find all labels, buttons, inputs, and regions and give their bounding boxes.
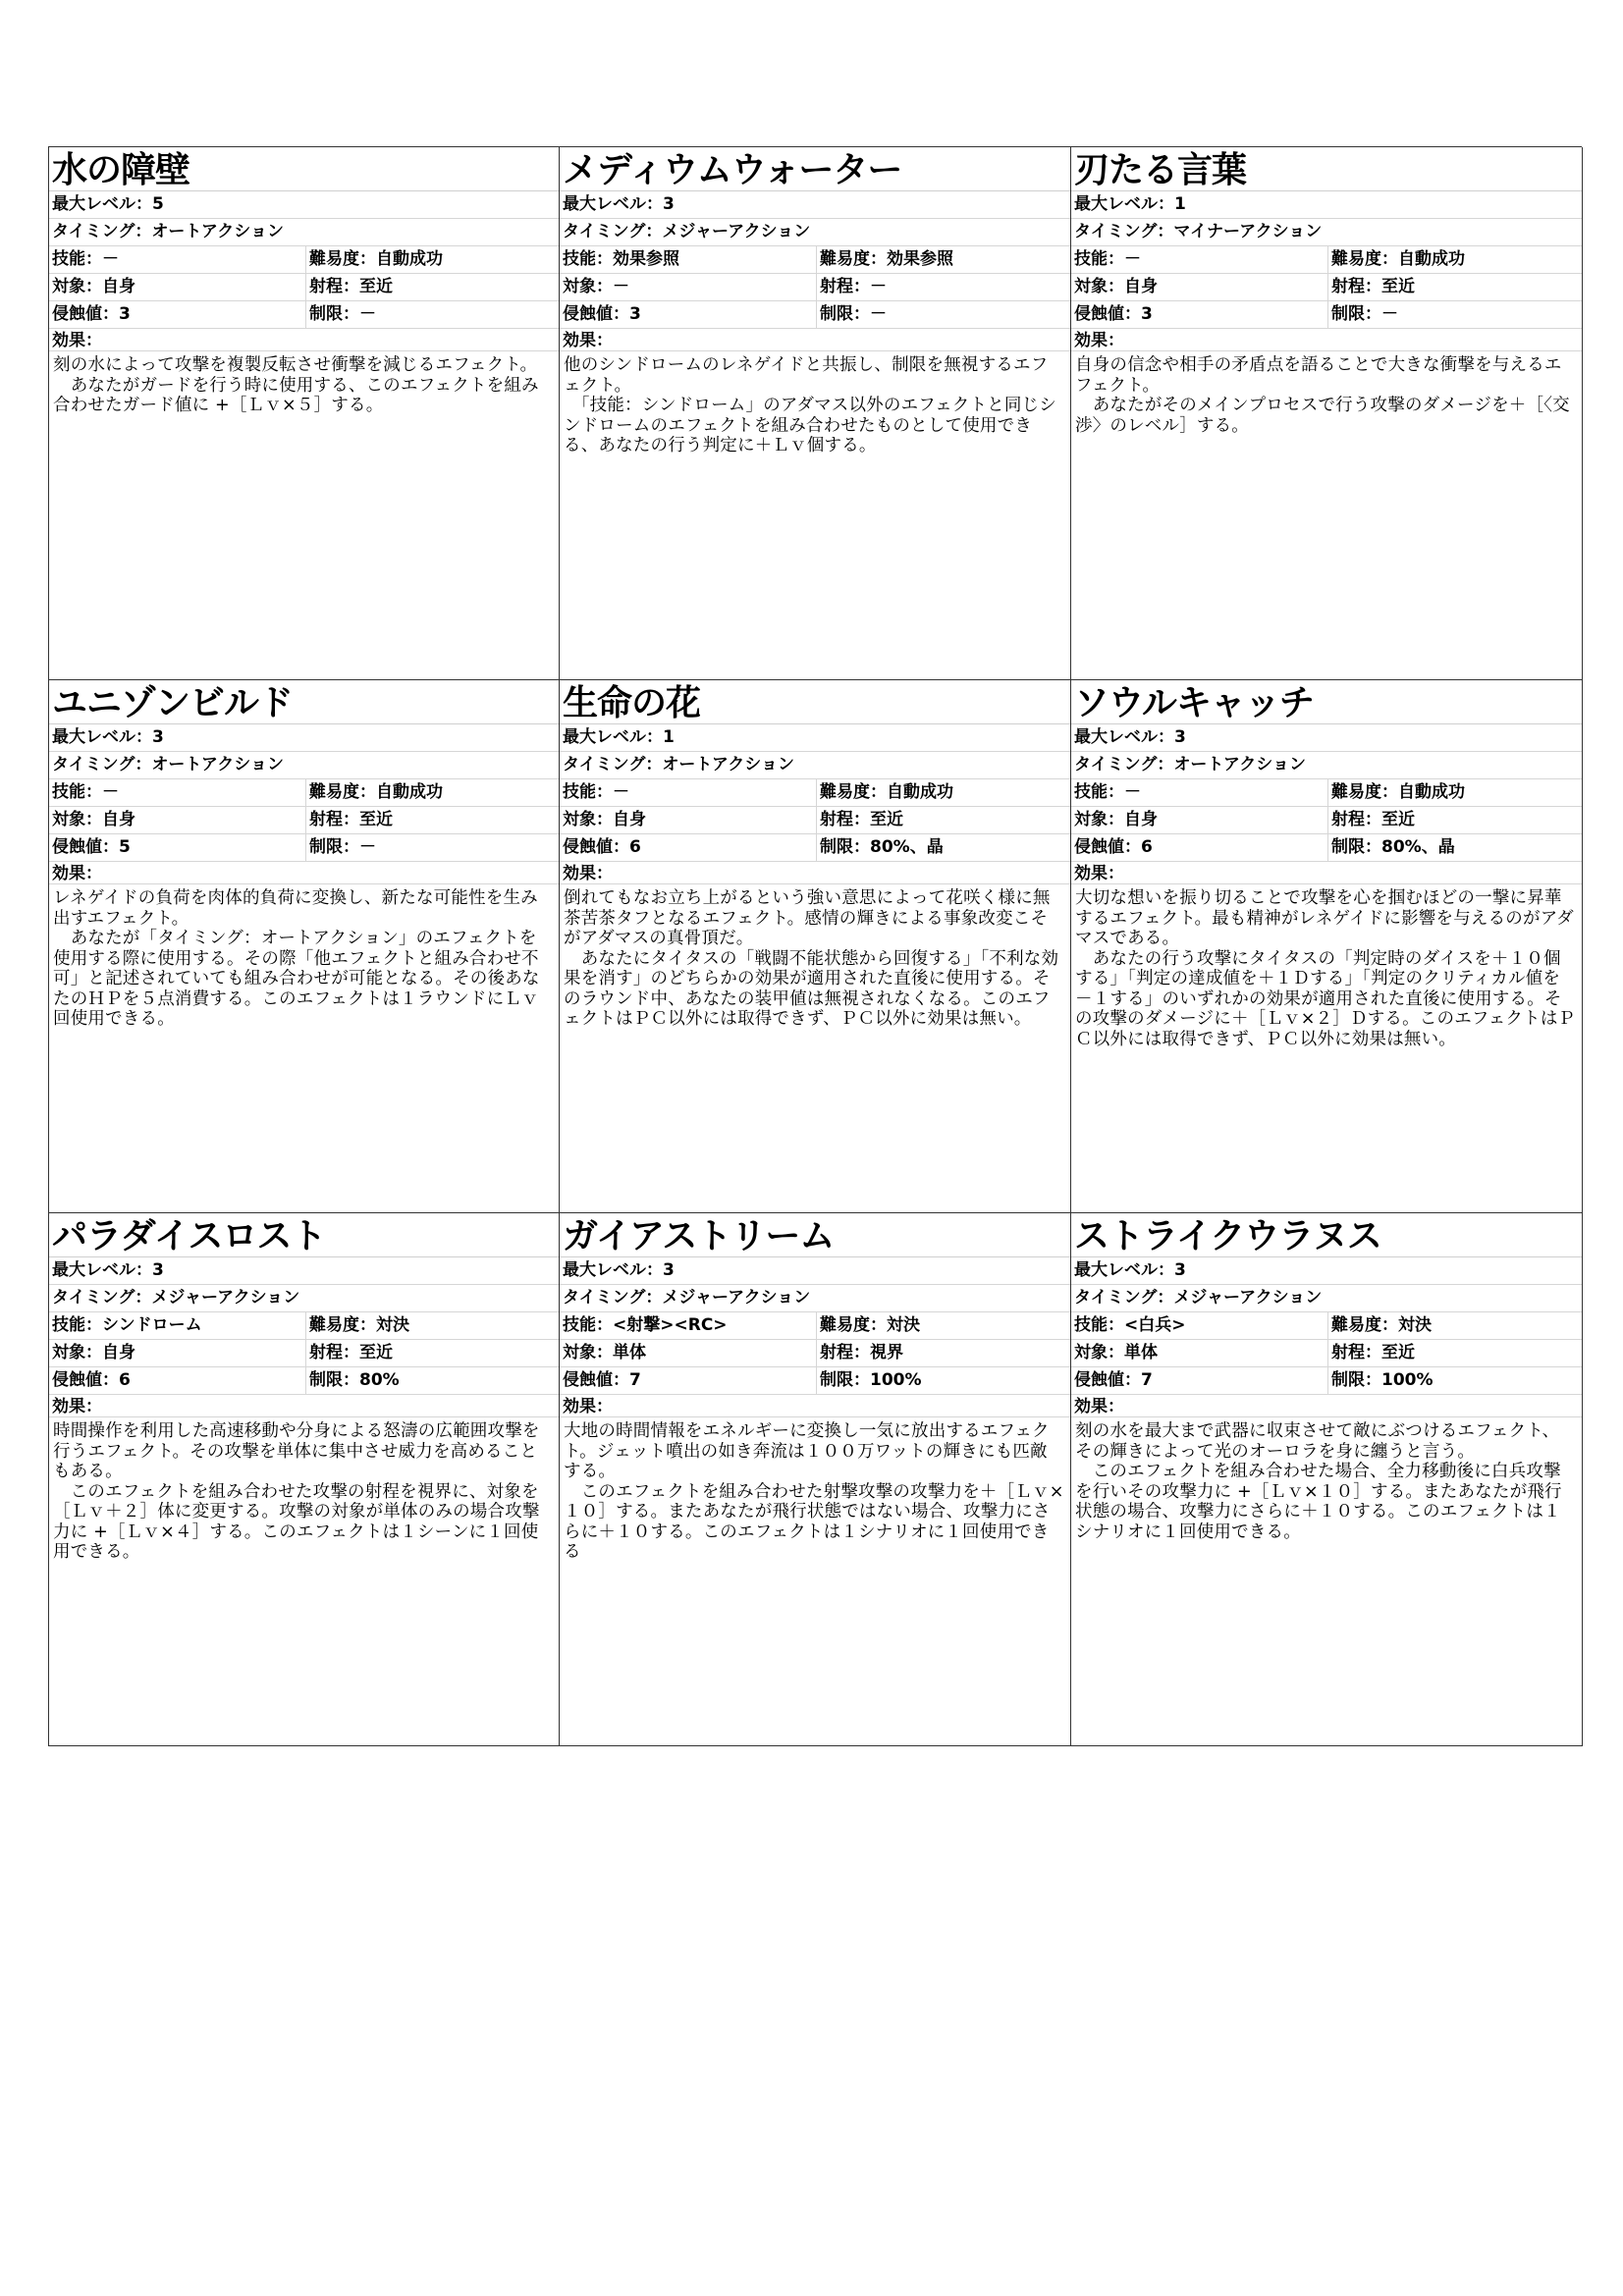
- max-level-value: 3: [663, 194, 675, 214]
- skill-label: 技能：: [52, 782, 102, 802]
- timing-row: [560, 219, 1070, 246]
- target-value: 自身: [102, 1343, 135, 1362]
- max-level-label: 最大レベル：: [1074, 1260, 1174, 1280]
- difficulty-value: 自動成功: [1398, 249, 1465, 269]
- target-label: 対象：: [1074, 810, 1124, 829]
- encroach-row: [1071, 1367, 1582, 1395]
- skill-value: －: [613, 782, 629, 802]
- skill-value: －: [1124, 782, 1141, 802]
- skill-row: [560, 779, 1070, 807]
- skill-value: <白兵>: [1124, 1315, 1186, 1335]
- range-value: 至近: [1381, 1343, 1415, 1362]
- difficulty-value: 対決: [376, 1315, 409, 1335]
- encroach-value: 7: [1141, 1370, 1153, 1390]
- difficulty-label: 難易度：: [1331, 782, 1398, 802]
- limit-label: 制限：: [309, 1370, 359, 1390]
- difficulty-label: 難易度：: [820, 1315, 887, 1335]
- effect-label: 効果：: [49, 329, 559, 351]
- card-title: ソウルキャッチ: [1071, 680, 1582, 724]
- target-label: 対象：: [52, 810, 102, 829]
- encroach-row: [49, 1367, 559, 1395]
- range-label: 射程：: [1331, 810, 1381, 829]
- skill-label: 技能：: [1074, 1315, 1124, 1335]
- effect-card: [1071, 1213, 1583, 1746]
- effect-text: 刻の水を最大まで武器に収束させて敵にぶつけるエフェクト、その輝きによって光のオーロラを身に纏うと言う。 このエフェクトを組み合わせた場合、全力移動後に白兵攻撃を行いその攻撃力に +［Ｌｖ×１０］する。またあなたが飛行状態の場合、攻撃力にさらに＋１０する。このエフェクトは１シナリオに１回使用できる。: [1075, 1421, 1562, 1542]
- timing-label: タイミング：: [52, 1288, 152, 1308]
- skill-row: [560, 1312, 1070, 1340]
- encroach-value: 7: [629, 1370, 641, 1390]
- target-value: 自身: [1124, 277, 1158, 296]
- timing-label: タイミング：: [1074, 1288, 1174, 1308]
- limit-label: 制限：: [1331, 304, 1381, 324]
- encroach-row: [560, 301, 1070, 329]
- range-value: 至近: [1381, 810, 1415, 829]
- difficulty-value: 自動成功: [887, 782, 953, 802]
- skill-value: －: [1124, 249, 1141, 269]
- target-label: 対象：: [52, 1343, 102, 1362]
- difficulty-label: 難易度：: [309, 249, 376, 269]
- difficulty-value: 自動成功: [1398, 782, 1465, 802]
- range-label: 射程：: [820, 277, 870, 296]
- target-label: 対象：: [563, 277, 613, 296]
- limit-label: 制限：: [820, 1370, 870, 1390]
- max-level-value: 3: [1174, 727, 1186, 747]
- timing-value: オートアクション: [1173, 755, 1306, 774]
- max-level-value: 3: [152, 1260, 164, 1280]
- encroach-value: 6: [629, 837, 641, 857]
- max-level-row: [49, 1257, 559, 1285]
- limit-value: －: [1381, 304, 1398, 324]
- range-value: 至近: [1381, 277, 1415, 296]
- timing-value: メジャーアクション: [662, 222, 811, 241]
- limit-label: 制限：: [820, 304, 870, 324]
- encroach-row: [49, 301, 559, 329]
- skill-row: [1071, 1312, 1582, 1340]
- target-row: [49, 1340, 559, 1367]
- limit-label: 制限：: [820, 837, 870, 857]
- encroach-label: 侵蝕値：: [1074, 837, 1141, 857]
- target-value: 自身: [613, 810, 646, 829]
- max-level-row: [49, 724, 559, 752]
- timing-label: タイミング：: [52, 755, 152, 774]
- max-level-label: 最大レベル：: [1074, 727, 1174, 747]
- limit-value: －: [359, 837, 376, 857]
- effect-label: 効果：: [560, 1395, 1070, 1417]
- timing-row: [560, 1285, 1070, 1312]
- max-level-label: 最大レベル：: [563, 194, 663, 214]
- timing-value: オートアクション: [662, 755, 794, 774]
- card-title: 生命の花: [560, 680, 1070, 724]
- range-label: 射程：: [820, 810, 870, 829]
- encroach-row: [1071, 301, 1582, 329]
- encroach-row: [560, 1367, 1070, 1395]
- max-level-value: 3: [663, 1260, 675, 1280]
- card-title: ストライクウラヌス: [1071, 1213, 1582, 1257]
- timing-row: [49, 752, 559, 779]
- limit-value: 100%: [1381, 1370, 1434, 1390]
- effect-card: [560, 680, 1071, 1213]
- target-row: [1071, 1340, 1582, 1367]
- skill-label: 技能：: [563, 249, 613, 269]
- card-title: ガイアストリーム: [560, 1213, 1070, 1257]
- encroach-label: 侵蝕値：: [563, 837, 629, 857]
- target-row: [49, 807, 559, 834]
- difficulty-label: 難易度：: [309, 782, 376, 802]
- timing-label: タイミング：: [563, 222, 663, 241]
- encroach-row: [560, 834, 1070, 862]
- card-title: ユニゾンビルド: [49, 680, 559, 724]
- timing-row: [1071, 219, 1582, 246]
- skill-label: 技能：: [52, 249, 102, 269]
- limit-value: －: [359, 304, 376, 324]
- difficulty-label: 難易度：: [820, 249, 887, 269]
- encroach-label: 侵蝕値：: [1074, 1370, 1141, 1390]
- encroach-row: [49, 834, 559, 862]
- encroach-value: 5: [119, 837, 131, 857]
- timing-value: メジャーアクション: [151, 1288, 300, 1308]
- encroach-value: 3: [1141, 304, 1153, 324]
- effect-text: 時間操作を利用した高速移動や分身による怒濤の広範囲攻撃を行うエフェクト。その攻撃を単体に集中させ威力を高めることもある。 このエフェクトを組み合わせた攻撃の射程を視界に、対象を［Ｌｖ＋２］体に変更する。攻撃の対象が単体のみの場合攻撃力に +［Ｌｖ×４］する。このエフェクトは１シーンに１回使用できる。: [53, 1421, 540, 1562]
- effect-card: [1071, 680, 1583, 1213]
- effect-text: 大地の時間情報をエネルギーに変換し一気に放出するエフェクト。ジェット噴出の如き奔流は１００万ワットの輝きにも匹敵する。 このエフェクトを組み合わせた射撃攻撃の攻撃力を＋［Ｌｖ×１０］する。またあなたが飛行状態ではない場合、攻撃力にさらに＋１０する。このエフェクトは１シナリオに１回使用できる: [564, 1421, 1064, 1562]
- max-level-value: 1: [663, 727, 675, 747]
- skill-label: 技能：: [563, 782, 613, 802]
- difficulty-value: 自動成功: [376, 249, 443, 269]
- effect-card: [560, 1213, 1071, 1746]
- range-value: 至近: [359, 1343, 393, 1362]
- skill-value: シンドローム: [102, 1315, 202, 1335]
- timing-value: マイナーアクション: [1173, 222, 1323, 241]
- max-level-value: 1: [1174, 194, 1186, 214]
- encroach-value: 6: [1141, 837, 1153, 857]
- max-level-row: [49, 191, 559, 219]
- effect-text: 倒れてもなお立ち上がるという強い意思によって花咲く様に無茶苦茶タフとなるエフェクト。感情の輝きによる事象改変こそがアダマスの真骨頂だ。 あなたにタイタスの「戦闘不能状態から回復する」「不利な効果を消す」のどちらかの効果が適用された直後に使用する。そのラウンド中、あなたの装甲値は無視されなくなる。このエフェクトはＰＣ以外には取得できず、ＰＣ以外に効果は無い。: [564, 888, 1059, 1029]
- effect-label: 効果：: [49, 862, 559, 884]
- target-value: 自身: [1124, 810, 1158, 829]
- range-value: －: [870, 277, 887, 296]
- effect-text: 刻の水によって攻撃を複製反転させ衝撃を減じるエフェクト。 あなたがガードを行う時に使用する、このエフェクトを組み合わせたガード値に +［Ｌｖ×５］する。: [53, 355, 539, 415]
- skill-row: [49, 1312, 559, 1340]
- limit-label: 制限：: [1331, 837, 1381, 857]
- max-level-value: 3: [1174, 1260, 1186, 1280]
- limit-label: 制限：: [309, 837, 359, 857]
- timing-label: タイミング：: [563, 755, 663, 774]
- effect-label: 効果：: [560, 862, 1070, 884]
- skill-row: [49, 779, 559, 807]
- limit-value: 80%: [359, 1370, 400, 1390]
- target-label: 対象：: [52, 277, 102, 296]
- max-level-row: [560, 724, 1070, 752]
- timing-label: タイミング：: [563, 1288, 663, 1308]
- target-row: [1071, 274, 1582, 301]
- skill-value: －: [102, 782, 119, 802]
- timing-row: [49, 219, 559, 246]
- difficulty-label: 難易度：: [1331, 1315, 1398, 1335]
- skill-label: 技能：: [1074, 782, 1124, 802]
- target-row: [1071, 807, 1582, 834]
- effect-label: 効果：: [1071, 862, 1582, 884]
- timing-label: タイミング：: [52, 222, 152, 241]
- range-label: 射程：: [1331, 1343, 1381, 1362]
- difficulty-label: 難易度：: [1331, 249, 1398, 269]
- encroach-value: 3: [119, 304, 131, 324]
- target-value: 自身: [102, 277, 135, 296]
- effect-label: 効果：: [49, 1395, 559, 1417]
- max-level-label: 最大レベル：: [563, 727, 663, 747]
- effect-text: 他のシンドロームのレネゲイドと共振し、制限を無視するエフェクト。 「技能：シンドローム」のアダマス以外のエフェクトと同じシンドロームのエフェクトを組み合わせたものとして使用できる、あなたの行う判定に＋Ｌｖ個する。: [564, 355, 1057, 455]
- difficulty-value: 自動成功: [376, 782, 443, 802]
- target-value: －: [613, 277, 629, 296]
- target-row: [49, 274, 559, 301]
- card-title: 水の障壁: [49, 147, 559, 191]
- target-value: 単体: [1124, 1343, 1158, 1362]
- max-level-label: 最大レベル：: [52, 1260, 152, 1280]
- difficulty-label: 難易度：: [820, 782, 887, 802]
- max-level-label: 最大レベル：: [563, 1260, 663, 1280]
- range-label: 射程：: [309, 277, 359, 296]
- effect-text: 大切な想いを振り切ることで攻撃を心を掴むほどの一撃に昇華するエフェクト。最も精神がレネゲイドに影響を与えるのがアダマスである。 あなたの行う攻撃にタイタスの「判定時のダイスを＋１０個する」「判定の達成値を＋１Ｄする」「判定のクリティカル値を－１する」のいずれかの効果が適用された直後に使用する。その攻撃のダメージに＋［Ｌｖ×２］Ｄする。このエフェクトはＰＣ以外には取得できず、ＰＣ以外に効果は無い。: [1075, 888, 1576, 1049]
- effect-label: 効果：: [1071, 1395, 1582, 1417]
- encroach-label: 侵蝕値：: [52, 1370, 119, 1390]
- skill-row: [560, 246, 1070, 274]
- card-title: 刃たる言葉: [1071, 147, 1582, 191]
- timing-value: メジャーアクション: [662, 1288, 811, 1308]
- effect-text: レネゲイドの負荷を肉体的負荷に変換し、新たな可能性を生み出すエフェクト。 あなたが「タイミング：オートアクション」のエフェクトを使用する際に使用する。その際「他エフェクトと組み合わせ不可」と記述されていても組み合わせが可能となる。その後あなたのＨＰを５点消費する。このエフェクトは１ラウンドにＬｖ回使用できる。: [53, 888, 540, 1029]
- encroach-label: 侵蝕値：: [52, 304, 119, 324]
- skill-label: 技能：: [563, 1315, 613, 1335]
- target-label: 対象：: [1074, 1343, 1124, 1362]
- limit-value: 80%、晶: [1381, 837, 1455, 857]
- difficulty-value: 対決: [887, 1315, 920, 1335]
- skill-label: 技能：: [52, 1315, 102, 1335]
- difficulty-label: 難易度：: [309, 1315, 376, 1335]
- skill-value: <射撃><RC>: [613, 1315, 728, 1335]
- limit-value: －: [870, 304, 887, 324]
- max-level-value: 5: [152, 194, 164, 214]
- card-title: パラダイスロスト: [49, 1213, 559, 1257]
- timing-row: [1071, 1285, 1582, 1312]
- difficulty-value: 対決: [1398, 1315, 1432, 1335]
- timing-value: メジャーアクション: [1173, 1288, 1323, 1308]
- max-level-label: 最大レベル：: [1074, 194, 1174, 214]
- skill-value: －: [102, 249, 119, 269]
- target-row: [560, 1340, 1070, 1367]
- max-level-row: [1071, 724, 1582, 752]
- target-row: [560, 274, 1070, 301]
- timing-value: オートアクション: [151, 222, 284, 241]
- target-value: 単体: [613, 1343, 646, 1362]
- target-row: [560, 807, 1070, 834]
- effect-card: [49, 680, 560, 1213]
- effect-card: [49, 1213, 560, 1746]
- timing-label: タイミング：: [1074, 755, 1174, 774]
- effect-card: [560, 147, 1071, 680]
- timing-row: [560, 752, 1070, 779]
- effect-label: 効果：: [560, 329, 1070, 351]
- range-value: 視界: [870, 1343, 903, 1362]
- effect-text: 自身の信念や相手の矛盾点を語ることで大きな衝撃を与えるエフェクト。 あなたがそのメインプロセスで行う攻撃のダメージを＋［〈交渉〉のレベル］する。: [1075, 355, 1570, 436]
- skill-label: 技能：: [1074, 249, 1124, 269]
- encroach-value: 6: [119, 1370, 131, 1390]
- range-value: 至近: [359, 810, 393, 829]
- range-label: 射程：: [309, 810, 359, 829]
- max-level-label: 最大レベル：: [52, 194, 152, 214]
- effect-label: 効果：: [1071, 329, 1582, 351]
- target-label: 対象：: [1074, 277, 1124, 296]
- encroach-label: 侵蝕値：: [563, 304, 629, 324]
- timing-row: [49, 1285, 559, 1312]
- range-value: 至近: [870, 810, 903, 829]
- range-label: 射程：: [820, 1343, 870, 1362]
- max-level-row: [1071, 191, 1582, 219]
- target-label: 対象：: [563, 810, 613, 829]
- range-label: 射程：: [1331, 277, 1381, 296]
- limit-label: 制限：: [1331, 1370, 1381, 1390]
- limit-label: 制限：: [309, 304, 359, 324]
- max-level-row: [1071, 1257, 1582, 1285]
- target-label: 対象：: [563, 1343, 613, 1362]
- timing-row: [1071, 752, 1582, 779]
- target-value: 自身: [102, 810, 135, 829]
- skill-row: [1071, 246, 1582, 274]
- encroach-row: [1071, 834, 1582, 862]
- skill-row: [49, 246, 559, 274]
- max-level-label: 最大レベル：: [52, 727, 152, 747]
- effect-card: [1071, 147, 1583, 680]
- skill-value: 効果参照: [613, 249, 679, 269]
- encroach-label: 侵蝕値：: [563, 1370, 629, 1390]
- max-level-value: 3: [152, 727, 164, 747]
- card-title: メディウムウォーター: [560, 147, 1070, 191]
- encroach-label: 侵蝕値：: [1074, 304, 1141, 324]
- max-level-row: [560, 1257, 1070, 1285]
- max-level-row: [560, 191, 1070, 219]
- effect-card: [49, 147, 560, 680]
- range-value: 至近: [359, 277, 393, 296]
- effect-card-sheet: [48, 146, 1582, 1746]
- encroach-value: 3: [629, 304, 641, 324]
- skill-row: [1071, 779, 1582, 807]
- encroach-label: 侵蝕値：: [52, 837, 119, 857]
- limit-value: 100%: [870, 1370, 922, 1390]
- timing-value: オートアクション: [151, 755, 284, 774]
- difficulty-value: 効果参照: [887, 249, 953, 269]
- range-label: 射程：: [309, 1343, 359, 1362]
- limit-value: 80%、晶: [870, 837, 944, 857]
- timing-label: タイミング：: [1074, 222, 1174, 241]
